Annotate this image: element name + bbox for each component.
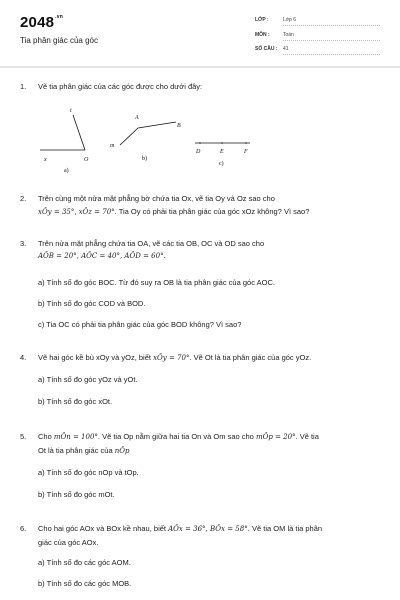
question-number: 3. (20, 239, 27, 248)
meta-lop-underline (283, 25, 380, 26)
figure-a-caption: a) (64, 168, 69, 174)
question-text-part: Cho (38, 432, 52, 441)
question-3-part-b: b) Tính số đo góc COD và BOD. (38, 299, 146, 308)
math-expression: mÔn = 100° (53, 433, 98, 441)
math-expression: AÔx = 36°, BÔx = 58°. (168, 525, 250, 533)
question-3-part-c: c) Tia OC có phải tia phân giác của góc BOD không? Vì sao? (38, 320, 242, 329)
question-4-part-b: b) Tính số đo góc xOt. (38, 397, 113, 406)
label-o: O (84, 157, 89, 163)
question-6 (20, 522, 380, 550)
question-number: 6. (20, 524, 27, 533)
label-f: F (244, 149, 248, 155)
math-expression: xÔy = 35° (38, 208, 75, 216)
question-line: Trên cùng một nửa mặt phẳng bờ chứa tia Ox, vẽ tia Oy và Oz sao cho (38, 194, 275, 203)
question-text-part: . Vẽ tia Op nằm giữa hai tia On và Om sao cho (97, 432, 254, 441)
question-line (38, 205, 380, 219)
question-text-part: Ot là tia phân giác của (38, 446, 113, 455)
math-expression: xÔz = 70° (78, 208, 115, 216)
label-e: E (220, 149, 224, 155)
question-line (38, 430, 380, 444)
figure-b (110, 115, 181, 162)
question-number: 2. (20, 194, 27, 203)
label-m: m (110, 143, 115, 149)
site-logo[interactable] (20, 14, 63, 31)
question-text (38, 237, 380, 263)
math-expression: xÔy = 70° (153, 354, 190, 362)
meta-mon-value: Toán (283, 32, 294, 38)
meta-mon (255, 29, 380, 41)
meta-socau-value: 41 (283, 46, 289, 52)
question-5-part-b: b) Tính số đo góc mOt. (38, 490, 115, 499)
question-6-part-b: b) Tính số đo các góc MOB. (38, 579, 132, 588)
question-4 (20, 351, 380, 365)
question-text-part: . Vẽ Ot là tia phân giác của góc yOz. (189, 353, 312, 362)
math-expression: mÔp = 20° (255, 433, 296, 441)
label-t: t (70, 108, 72, 114)
document-header (0, 0, 400, 70)
question-text-part: Cho hai góc AOx và BOx kề nhau, biết (38, 524, 166, 533)
point-e (221, 142, 223, 144)
question-text-part: . Vẽ tia (295, 432, 319, 441)
figure-c-caption: c) (219, 161, 224, 167)
question-5-part-a: a) Tính số đo góc nOp và tOp. (38, 468, 139, 477)
question-text (38, 522, 380, 549)
document-title: Tia phân giác của góc (20, 36, 98, 45)
question-line (38, 444, 380, 458)
question-text (38, 430, 380, 458)
header-divider (0, 66, 400, 68)
question-text (38, 351, 380, 365)
figure-a (40, 108, 89, 174)
label-b: B (177, 123, 181, 129)
figure-c (195, 142, 250, 167)
math-expression: nÔp (114, 447, 130, 455)
question-number: 5. (20, 432, 27, 441)
question-text-part: , (74, 207, 77, 216)
point-f (245, 142, 247, 144)
meta-socau-label: SỐ CÂU : (255, 46, 278, 52)
question-text (38, 192, 380, 219)
meta-lop (255, 14, 380, 26)
question-text-part: Vẽ tia OM là tia phân (252, 524, 323, 533)
label-x: x (44, 157, 47, 163)
question-2 (20, 192, 380, 220)
question-number: 4. (20, 353, 27, 362)
logo-suffix: .vn (55, 14, 63, 20)
question-line (38, 522, 380, 536)
question-line: giác của góc AOx. (38, 538, 99, 547)
meta-socau (255, 43, 380, 55)
question-text: Vẽ tia phân giác của các góc được cho dưới đây: (38, 82, 203, 91)
meta-lop-value: Lớp 6 (283, 17, 297, 23)
point-d (199, 142, 201, 144)
question-1-figures (0, 95, 400, 185)
label-a: A (135, 115, 139, 121)
meta-mon-underline (283, 40, 380, 41)
question-3-part-a: a) Tính số đo góc BOC. Từ đó suy ra OB là tia phân giác của góc AOC. (38, 278, 275, 287)
figure-b-caption: b) (142, 156, 147, 162)
question-4-part-a: a) Tính số đo góc yOz và yOt. (38, 375, 138, 384)
question-text-part: . Tia Oy có phải tia phân giác của góc xOz không? Vì sao? (114, 207, 310, 216)
meta-lop-label: LỚP : (255, 17, 269, 23)
math-expression: AÔB = 20°, AÔC = 40°, AÔD = 60°. (38, 252, 166, 260)
question-line: Trên nửa mặt phẳng chứa tia OA, vẽ các tia OB, OC và OD sao cho (38, 239, 265, 248)
question-3 (20, 237, 380, 265)
question-6-part-a: a) Tính số đo các góc AOM. (38, 558, 131, 567)
meta-mon-label: MÔN : (255, 32, 270, 38)
question-text-part: Vẽ hai góc kề bù xOy và yOz, biết (38, 353, 151, 362)
question-5 (20, 430, 380, 458)
question-number: 1. (20, 82, 27, 91)
label-d: D (196, 149, 201, 155)
logo-text: 2048 (20, 14, 55, 31)
meta-socau-underline (283, 54, 380, 55)
